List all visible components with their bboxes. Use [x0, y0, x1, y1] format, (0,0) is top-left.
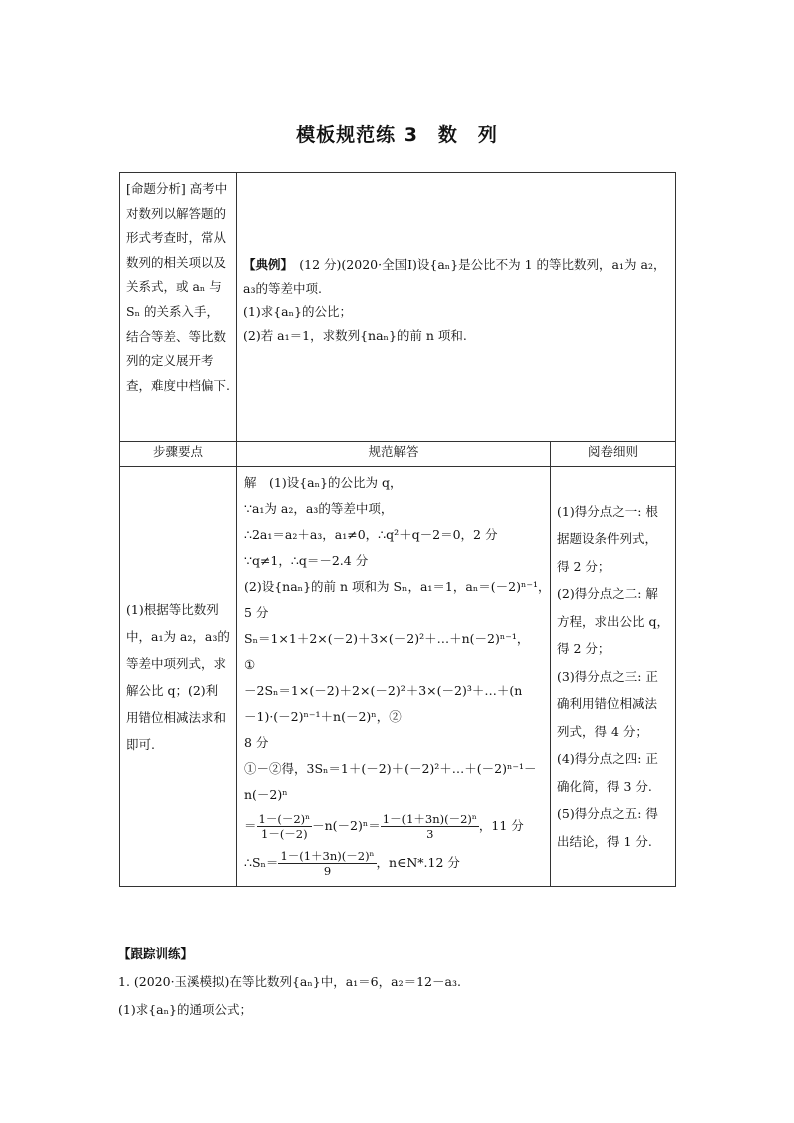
fraction [278, 849, 376, 878]
fraction-denominator: 9 [323, 864, 332, 878]
solution-line: ∵a₁为 a₂，a₃的等差中项， [244, 501, 394, 516]
followup-section [118, 940, 678, 1024]
fraction [257, 812, 313, 841]
solution-line: －1)·(－2)ⁿ⁻¹＋n(－2)ⁿ，② [244, 709, 402, 724]
solution-line: Sₙ＝1×1＋2×(－2)＋3×(－2)²＋…＋n(－2)ⁿ⁻¹， [244, 631, 530, 646]
solution-conclusion-line [244, 844, 544, 882]
rule-item: (5)得分点之五: 得出结论，得 1 分. [557, 806, 658, 849]
solution-line: 5 分 [244, 605, 269, 620]
solution-line: ∴2a₁＝a₂＋a₃，a₁≠0，∴q²＋q－2＝0，2 分 [244, 527, 498, 542]
header-rules: 阅卷细则 [551, 442, 676, 467]
solution-line: 8 分 [244, 735, 269, 750]
analysis-cell [120, 173, 237, 442]
solution-fraction-line: ＝ $\frac{\text{1－(－2)ⁿ}}{1-(-2)}$ －n(－2)ⁿ＝ $\frac{\text{1－(1＋3n)(－2)ⁿ}}{3}$ ，11 分 [244, 812, 524, 841]
steps-cell [120, 467, 237, 887]
fraction-numerator: 1－(1＋3n)(－2)ⁿ [280, 849, 375, 863]
solution-line: ∵q≠1，∴q＝－2.4 分 [244, 553, 369, 568]
solution-text: ∴Sₙ＝ [244, 855, 279, 870]
rule-item: (1)得分点之一: 根据题设条件列式，得 2 分； [557, 503, 658, 574]
example-line: (12 分)(2020·全国Ⅰ)设{aₙ}是公比不为 1 的等比数列，a₁为 a₂，a₃的等差中项. [243, 257, 666, 296]
page-title: 模板规范练 3 数 列 [296, 124, 498, 146]
solution-line: (2)设{naₙ}的前 n 项和为 Sₙ，a₁＝1，aₙ＝(－2)ⁿ⁻¹， [244, 579, 551, 594]
rule-item: (4)得分点之四: 正确化简，得 3 分. [557, 751, 658, 794]
example-tag: 【典例】 [243, 257, 287, 272]
solution-text: －n(－2)ⁿ＝ [312, 818, 381, 833]
followup-tag: 【跟踪训练】 [118, 946, 194, 961]
header-solution: 规范解答 [237, 442, 551, 467]
followup-question: (1)求{aₙ}的通项公式； [118, 1002, 252, 1017]
example-stem [243, 253, 669, 300]
solution-line: ① [244, 657, 256, 672]
rules-cell [551, 467, 676, 887]
example-question-1: (1)求{aₙ}的公比； [243, 304, 352, 319]
solution-text: ，n∈N*.12 分 [376, 855, 460, 870]
fraction-numerator: 1－(1＋3n)(－2)ⁿ [382, 812, 477, 826]
followup-problem: 1. (2020·玉溪模拟)在等比数列{aₙ}中，a₁＝6，a₂＝12－a₃. [118, 974, 461, 989]
solution-line: ①－②得，3Sₙ＝1＋(－2)＋(－2)²＋…＋(－2)ⁿ⁻¹－ [244, 761, 537, 776]
example-cell [237, 173, 676, 442]
header-steps: 步骤要点 [120, 442, 237, 467]
solution-line: －2Sₙ＝1×(－2)＋2×(－2)²＋3×(－2)³＋…＋(n [244, 683, 523, 698]
steps-text: (1)根据等比数列中，a₁为 a₂，a₃的等差中项列式，求解公比 q；(2)利用错位相减法求和即可. [126, 601, 230, 752]
solution-line: n(－2)ⁿ [244, 787, 288, 802]
fraction-numerator: 1－(－2)ⁿ [258, 812, 311, 826]
solution-line: 解 (1)设{aₙ}的公比为 q， [244, 475, 403, 490]
fraction-denominator: 1－(－2) [261, 827, 308, 841]
rule-item: (3)得分点之三: 正确利用错位相减法列式，得 4 分； [557, 668, 658, 739]
fraction-denominator: 3 [426, 827, 434, 841]
analysis-text: [命题分析] 高考中对数列以解答题的形式考查时，常从数列的相关项以及关系式，或 aₙ 与 Sₙ 的关系入手，结合等差、等比数列的定义展开考查，难度中档偏下. [126, 181, 230, 393]
example-question-2: (2)若 a₁＝1，求数列{naₙ}的前 n 项和. [243, 327, 467, 343]
solution-text: ，11 分 [478, 818, 524, 833]
template-table [119, 172, 676, 887]
solution-cell [237, 467, 551, 887]
fraction [381, 812, 479, 841]
rule-item: (2)得分点之二: 解方程，求出公比 q，得 2 分； [557, 586, 669, 657]
